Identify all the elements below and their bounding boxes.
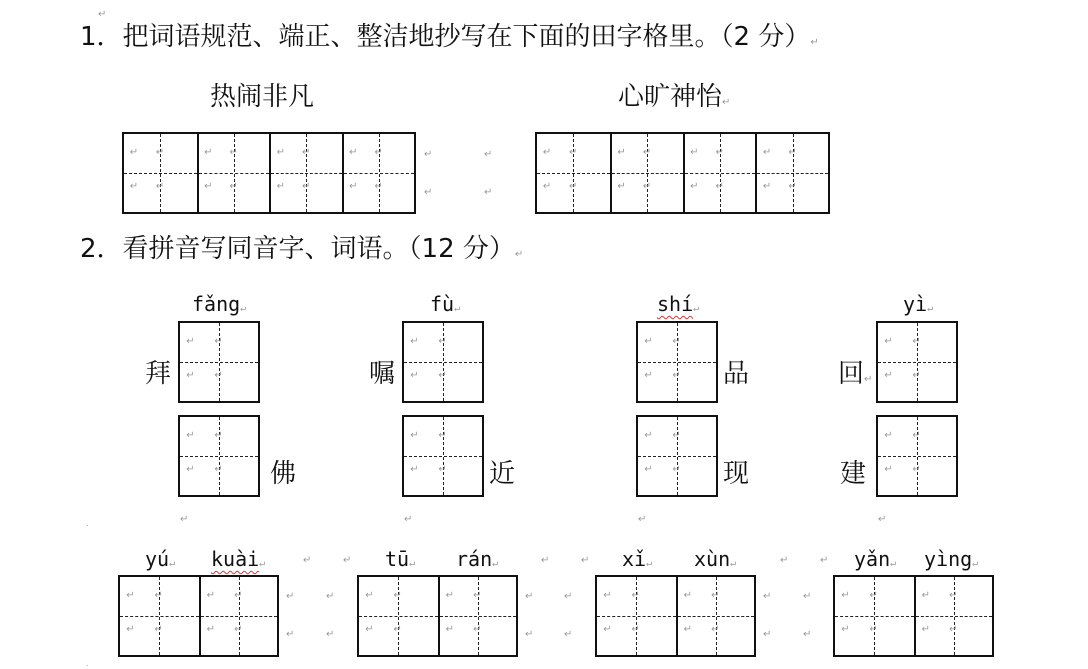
tian-grid-cell[interactable] bbox=[438, 577, 517, 655]
paragraph-mark: ↵ bbox=[438, 336, 447, 348]
copy-grid-1[interactable] bbox=[122, 132, 416, 214]
paragraph-mark: ↵ bbox=[393, 624, 402, 636]
guide-line-horizontal bbox=[597, 616, 676, 617]
paragraph-mark: ↵ bbox=[715, 147, 725, 159]
paragraph-mark: ↵ bbox=[646, 558, 653, 569]
paragraph-mark: ↵ bbox=[631, 590, 640, 602]
guide-line-horizontal bbox=[344, 173, 415, 174]
paragraph-mark: ↵ bbox=[445, 590, 454, 602]
paragraph-mark: ↵ bbox=[683, 590, 692, 602]
paragraph-mark: ↵ bbox=[326, 591, 335, 602]
paragraph-mark: ↵ bbox=[912, 430, 921, 442]
paragraph-mark: ↵ bbox=[564, 629, 573, 640]
tian-grid-cell[interactable] bbox=[404, 323, 482, 401]
paragraph-mark: ↵ bbox=[484, 149, 493, 160]
paragraph-mark: ↵ bbox=[762, 147, 772, 159]
paragraph-mark: ↵ bbox=[869, 624, 878, 636]
pinyin-label: shí↵ bbox=[657, 292, 700, 316]
hint-char: 嘱 bbox=[369, 359, 396, 389]
paragraph-mark: ↵ bbox=[424, 187, 433, 198]
paragraph-mark: ↵ bbox=[884, 430, 893, 442]
paragraph-mark: ↵ bbox=[276, 147, 286, 159]
paragraph-mark: ↵ bbox=[365, 624, 374, 636]
paragraph-mark: ↵ bbox=[126, 590, 135, 602]
paragraph-mark: ↵ bbox=[445, 624, 454, 636]
guide-line-horizontal bbox=[537, 173, 610, 174]
paragraph-mark: ↵ bbox=[912, 336, 921, 348]
paragraph-mark: ↵ bbox=[374, 147, 383, 159]
paragraph-mark: ↵ bbox=[169, 558, 176, 569]
guide-line-horizontal bbox=[678, 616, 755, 617]
paragraph-mark: ↵ bbox=[644, 336, 653, 348]
word-answer-grid[interactable] bbox=[833, 575, 994, 657]
paragraph-mark: ↵ bbox=[672, 336, 681, 348]
paragraph-mark: ↵ bbox=[129, 181, 139, 193]
paragraph-mark: ↵ bbox=[921, 590, 930, 602]
answer-box[interactable] bbox=[876, 415, 958, 497]
paragraph-mark: ↵ bbox=[541, 555, 550, 566]
paragraph-mark: ↵ bbox=[229, 147, 238, 159]
paragraph-mark: ↵ bbox=[484, 187, 493, 198]
paragraph-mark: ↵ bbox=[763, 629, 772, 640]
paragraph-mark: ↵ bbox=[410, 430, 419, 442]
tian-grid-cell[interactable] bbox=[835, 577, 914, 655]
paragraph-mark: ↵ bbox=[542, 181, 552, 193]
tian-grid-cell[interactable] bbox=[120, 577, 199, 655]
paragraph-mark: ↵ bbox=[949, 624, 958, 636]
tian-grid-cell[interactable] bbox=[404, 417, 482, 495]
tian-grid-cell[interactable] bbox=[878, 417, 956, 495]
paragraph-mark: . bbox=[86, 659, 89, 668]
paragraph-mark: ↵ bbox=[438, 370, 447, 382]
paragraph-mark: ↵ bbox=[841, 590, 850, 602]
copy-word-1: 热闹非凡 bbox=[210, 82, 315, 112]
paragraph-mark: ↵ bbox=[276, 181, 286, 193]
paragraph-mark: ↵ bbox=[711, 590, 720, 602]
tian-grid-cell[interactable] bbox=[359, 577, 438, 655]
paragraph-mark: ↵ bbox=[374, 181, 383, 193]
paragraph-mark: ↵ bbox=[525, 591, 534, 602]
hint-char: 现 bbox=[723, 459, 750, 489]
hint-char: 佛 bbox=[270, 459, 297, 489]
paragraph-mark: ↵ bbox=[204, 181, 213, 193]
paragraph-mark: ↵ bbox=[492, 558, 499, 569]
answer-box[interactable] bbox=[178, 415, 260, 497]
paragraph-mark: ↵ bbox=[884, 370, 893, 382]
copy-grid-2[interactable] bbox=[535, 132, 830, 214]
guide-line-horizontal bbox=[440, 616, 517, 617]
hint-char: 回↵ bbox=[838, 359, 873, 389]
guide-line-horizontal bbox=[878, 456, 956, 457]
pinyin-label: kuài↵ bbox=[211, 547, 266, 571]
paragraph-mark: ↵ bbox=[569, 181, 578, 193]
guide-line-horizontal bbox=[271, 173, 342, 174]
pinyin-label: xùn↵ bbox=[694, 547, 737, 571]
paragraph-mark: ↵ bbox=[644, 370, 653, 382]
pinyin-label: yǎn↵ bbox=[854, 547, 897, 571]
paragraph-mark: ↵ bbox=[642, 181, 652, 193]
paragraph-mark: ↵ bbox=[393, 590, 402, 602]
tian-grid-cell[interactable] bbox=[638, 417, 716, 495]
paragraph-mark: ↵ bbox=[912, 370, 921, 382]
guide-line-horizontal bbox=[638, 456, 716, 457]
paragraph-mark: ↵ bbox=[864, 374, 873, 385]
tian-grid-cell[interactable] bbox=[638, 323, 716, 401]
pinyin-label: rán↵ bbox=[456, 547, 499, 571]
paragraph-mark: . bbox=[86, 519, 89, 528]
paragraph-mark: ↵ bbox=[762, 181, 772, 193]
question-1-text: 1．把词语规范、端正、整洁地抄写在下面的田字格里。（2 分） bbox=[80, 22, 811, 52]
paragraph-mark: ↵ bbox=[921, 624, 930, 636]
paragraph-mark: ↵ bbox=[763, 591, 772, 602]
paragraph-mark: ↵ bbox=[129, 147, 139, 159]
word-answer-grid[interactable] bbox=[118, 575, 279, 657]
word-answer-grid[interactable] bbox=[357, 575, 518, 657]
answer-box[interactable] bbox=[876, 321, 958, 403]
paragraph-mark: ↵ bbox=[672, 430, 681, 442]
tian-grid-cell[interactable] bbox=[269, 134, 342, 212]
question-2-text: 2．看拼音写同音字、词语。（12 分） bbox=[80, 234, 515, 264]
tian-grid-cell[interactable] bbox=[878, 323, 956, 401]
paragraph-mark: ↵ bbox=[542, 147, 552, 159]
paragraph-mark: ↵ bbox=[206, 624, 215, 636]
hint-char: 拜 bbox=[145, 359, 172, 389]
hint-char: 建 bbox=[840, 459, 867, 489]
paragraph-mark: ↵ bbox=[693, 303, 700, 314]
paragraph-mark: ↵ bbox=[569, 147, 578, 159]
paragraph-mark: ↵ bbox=[672, 370, 681, 382]
paragraph-mark: ↵ bbox=[365, 590, 374, 602]
paragraph-mark: ↵ bbox=[155, 181, 165, 193]
paragraph-mark: ↵ bbox=[229, 181, 238, 193]
guide-line-horizontal bbox=[638, 362, 716, 363]
guide-line-horizontal bbox=[180, 362, 258, 363]
paragraph-mark: ↵ bbox=[884, 336, 893, 348]
paragraph-mark: ↵ bbox=[438, 430, 447, 442]
paragraph-mark: ↵ bbox=[912, 464, 921, 476]
guide-line-horizontal bbox=[199, 173, 270, 174]
answer-box[interactable] bbox=[178, 321, 260, 403]
guide-line-horizontal bbox=[180, 456, 258, 457]
paragraph-mark: ↵ bbox=[180, 514, 189, 525]
paragraph-mark: ↵ bbox=[186, 370, 195, 382]
tian-grid-cell[interactable] bbox=[180, 323, 258, 401]
guide-line-horizontal bbox=[878, 362, 956, 363]
tian-grid-cell[interactable] bbox=[597, 577, 676, 655]
pinyin-label: fǎng↵ bbox=[192, 292, 247, 316]
guide-line-horizontal bbox=[757, 173, 828, 174]
paragraph-mark: ↵ bbox=[404, 514, 413, 525]
guide-line-horizontal bbox=[120, 616, 199, 617]
tian-grid-cell[interactable] bbox=[124, 134, 197, 212]
tian-grid-cell[interactable] bbox=[683, 134, 756, 212]
paragraph-mark: ↵ bbox=[186, 430, 195, 442]
tian-grid-cell[interactable] bbox=[537, 134, 610, 212]
guide-line-horizontal bbox=[124, 173, 197, 174]
pinyin-label: fù↵ bbox=[430, 292, 461, 316]
paragraph-mark: ↵ bbox=[841, 624, 850, 636]
pinyin-label: yìng↵ bbox=[924, 547, 979, 571]
tian-grid-cell[interactable] bbox=[755, 134, 828, 212]
paragraph-mark: ↵ bbox=[234, 590, 243, 602]
guide-line-horizontal bbox=[612, 173, 683, 174]
paragraph-mark: ↵ bbox=[810, 37, 819, 48]
paragraph-mark: ↵ bbox=[154, 624, 163, 636]
paragraph-mark: ↵ bbox=[803, 629, 812, 640]
guide-line-horizontal bbox=[359, 616, 438, 617]
copy-word-2-wrap bbox=[618, 84, 730, 110]
paragraph-mark: ↵ bbox=[690, 147, 699, 159]
tian-grid-cell[interactable] bbox=[342, 134, 415, 212]
paragraph-mark: ↵ bbox=[302, 181, 311, 193]
paragraph-mark: ↵ bbox=[326, 629, 335, 640]
answer-box[interactable] bbox=[636, 415, 718, 497]
paragraph-mark: ↵ bbox=[631, 624, 640, 636]
paragraph-mark: ↵ bbox=[715, 181, 725, 193]
pinyin-label: yú↵ bbox=[145, 547, 176, 571]
tian-grid-cell[interactable] bbox=[610, 134, 683, 212]
paragraph-mark: ↵ bbox=[98, 9, 107, 20]
tian-grid-cell[interactable] bbox=[676, 577, 755, 655]
paragraph-mark: ↵ bbox=[642, 147, 652, 159]
paragraph-mark: ↵ bbox=[683, 624, 692, 636]
paragraph-mark: ↵ bbox=[564, 591, 573, 602]
word-answer-grid[interactable] bbox=[595, 575, 756, 657]
paragraph-mark: ↵ bbox=[186, 336, 195, 348]
paragraph-mark: ↵ bbox=[617, 147, 626, 159]
paragraph-mark: ↵ bbox=[603, 624, 612, 636]
paragraph-mark: ↵ bbox=[409, 558, 416, 569]
paragraph-mark: ↵ bbox=[349, 147, 358, 159]
paragraph-mark: ↵ bbox=[780, 555, 789, 566]
paragraph-mark: ↵ bbox=[204, 147, 213, 159]
paragraph-mark: ↵ bbox=[949, 590, 958, 602]
paragraph-mark: ↵ bbox=[722, 97, 731, 108]
paragraph-mark: ↵ bbox=[644, 430, 653, 442]
copy-word-2: 心旷神怡 bbox=[618, 82, 723, 112]
guide-line-horizontal bbox=[685, 173, 756, 174]
pinyin-label: tū↵ bbox=[385, 547, 416, 571]
paragraph-mark: ↵ bbox=[155, 147, 165, 159]
paragraph-mark: ↵ bbox=[214, 464, 223, 476]
answer-box[interactable] bbox=[402, 415, 484, 497]
paragraph-mark: ↵ bbox=[234, 624, 243, 636]
paragraph-mark: ↵ bbox=[644, 464, 653, 476]
paragraph-mark: ↵ bbox=[672, 464, 681, 476]
pinyin-label: yì↵ bbox=[903, 292, 934, 316]
paragraph-mark: ↵ bbox=[473, 590, 482, 602]
paragraph-mark: ↵ bbox=[410, 370, 419, 382]
answer-box[interactable] bbox=[636, 321, 718, 403]
paragraph-mark: ↵ bbox=[438, 464, 447, 476]
tian-grid-cell[interactable] bbox=[199, 577, 278, 655]
hint-char: 近 bbox=[489, 459, 516, 489]
paragraph-mark: ↵ bbox=[730, 558, 737, 569]
paragraph-mark: ↵ bbox=[972, 558, 979, 569]
paragraph-mark: ↵ bbox=[214, 336, 223, 348]
answer-box[interactable] bbox=[402, 321, 484, 403]
paragraph-mark: ↵ bbox=[302, 147, 311, 159]
question-1-prompt bbox=[80, 24, 819, 50]
guide-line-horizontal bbox=[201, 616, 278, 617]
question-2-prompt bbox=[80, 236, 523, 262]
paragraph-mark: ↵ bbox=[514, 249, 524, 260]
paragraph-mark: ↵ bbox=[259, 558, 266, 569]
guide-line-horizontal bbox=[916, 616, 993, 617]
paragraph-mark: ↵ bbox=[343, 555, 352, 566]
paragraph-mark: ↵ bbox=[788, 147, 797, 159]
paragraph-mark: ↵ bbox=[869, 590, 878, 602]
paragraph-mark: ↵ bbox=[638, 514, 647, 525]
paragraph-mark: ↵ bbox=[690, 181, 699, 193]
paragraph-mark: ↵ bbox=[186, 464, 195, 476]
paragraph-mark: ↵ bbox=[240, 303, 247, 314]
paragraph-mark: ↵ bbox=[820, 555, 829, 566]
paragraph-mark: ↵ bbox=[878, 514, 887, 525]
paragraph-mark: ↵ bbox=[890, 558, 897, 569]
paragraph-mark: ↵ bbox=[214, 430, 223, 442]
paragraph-mark: ↵ bbox=[214, 370, 223, 382]
tian-grid-cell[interactable] bbox=[180, 417, 258, 495]
pinyin-label: xǐ↵ bbox=[622, 547, 653, 571]
paragraph-mark: ↵ bbox=[286, 591, 295, 602]
paragraph-mark: ↵ bbox=[803, 591, 812, 602]
paragraph-mark: ↵ bbox=[303, 555, 312, 566]
paragraph-mark: ↵ bbox=[454, 303, 461, 314]
paragraph-mark: ↵ bbox=[525, 629, 534, 640]
paragraph-mark: ↵ bbox=[788, 181, 797, 193]
paragraph-mark: ↵ bbox=[206, 590, 215, 602]
paragraph-mark: ↵ bbox=[424, 149, 433, 160]
guide-line-horizontal bbox=[835, 616, 914, 617]
paragraph-mark: ↵ bbox=[617, 181, 626, 193]
paragraph-mark: ↵ bbox=[603, 590, 612, 602]
paragraph-mark: ↵ bbox=[126, 624, 135, 636]
paragraph-mark: ↵ bbox=[711, 624, 720, 636]
guide-line-horizontal bbox=[404, 362, 482, 363]
tian-grid-cell[interactable] bbox=[197, 134, 270, 212]
tian-grid-cell[interactable] bbox=[914, 577, 993, 655]
paragraph-mark: ↵ bbox=[473, 624, 482, 636]
paragraph-mark: ↵ bbox=[154, 590, 163, 602]
paragraph-mark: ↵ bbox=[884, 464, 893, 476]
paragraph-mark: ↵ bbox=[286, 629, 295, 640]
paragraph-mark: ↵ bbox=[410, 336, 419, 348]
paragraph-mark: ↵ bbox=[410, 464, 419, 476]
hint-char: 品 bbox=[723, 359, 750, 389]
paragraph-mark: ↵ bbox=[349, 181, 358, 193]
paragraph-mark: ↵ bbox=[581, 555, 590, 566]
paragraph-mark: ↵ bbox=[927, 303, 934, 314]
guide-line-horizontal bbox=[404, 456, 482, 457]
